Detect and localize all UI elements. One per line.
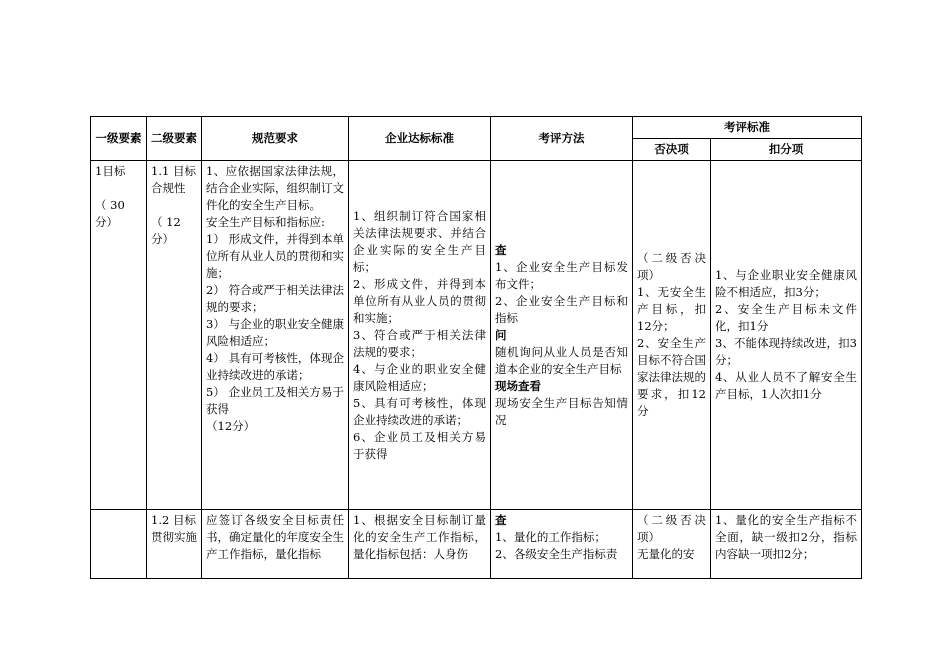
method-check-item: 2、企业安全生产目标和指标 (495, 293, 628, 325)
spec-text: 3） 与企业的职业安全健康风险相适应； (206, 317, 344, 348)
level2-cell (147, 161, 202, 510)
method-ask-title: 问 (495, 327, 507, 342)
method-site-title: 现场查看 (495, 378, 541, 393)
standard-text: 1、根据安全目标制订量化的安全生产工作指标，量化指标包括：人身伤 (353, 513, 486, 561)
level1-cell (91, 510, 147, 579)
header-spec: 规范要求 (202, 117, 349, 161)
level2-name: 1.2 目标贯彻实施 (151, 513, 197, 544)
level2-name: 1.1 目标合规性 (151, 164, 196, 195)
spec-text: 2） 符合或严于相关法律法规的要求； (206, 283, 344, 314)
spec-text: 1、应依据国家法律法规，结合企业实际，组织制订文件化的安全生产目标。 (206, 164, 344, 212)
standard-text: 3、符合或严于相关法律法规的要求； (353, 327, 486, 359)
veto-cell (633, 510, 711, 579)
table-row (91, 161, 862, 510)
spec-cell (202, 510, 349, 579)
header-level2: 二级要素 (147, 117, 202, 161)
method-check-item: 1、企业安全生产目标发布文件； (495, 259, 628, 291)
veto-text: （二级否决项） (637, 251, 706, 282)
spec-cell (202, 161, 349, 510)
standard-cell (349, 161, 491, 510)
header-method: 考评方法 (491, 117, 633, 161)
method-check-item: 2、各级安全生产指标责 (495, 547, 618, 561)
header-standard: 企业达标标准 (349, 117, 491, 161)
standard-cell (349, 510, 491, 579)
header-deduct: 扣分项 (711, 139, 862, 161)
method-site-text: 现场安全生产目标告知情况 (495, 395, 628, 427)
method-check-title: 查 (495, 513, 507, 527)
standard-text: 5、具有可考核性，体现企业持续改进的承诺； (353, 395, 486, 427)
level2-cell (147, 510, 202, 579)
method-check-item: 1、量化的工作指标； (495, 530, 606, 544)
veto-text: 无量化的安 (637, 547, 695, 561)
header-criteria: 考评标准 (633, 117, 862, 139)
method-cell (491, 161, 633, 510)
method-cell (491, 510, 633, 579)
deduct-text: 4、从业人员不了解安全生产目标，1人次扣1分 (715, 370, 857, 401)
level1-score: （ 30 分） (95, 198, 125, 229)
spec-text: （12分） (206, 419, 256, 433)
standard-text: 4、与企业的职业安全健康风险相适应； (353, 361, 486, 393)
deduct-cell (711, 510, 862, 579)
header-veto: 否决项 (633, 139, 711, 161)
spec-text: 应签订各级安全目标责任书，确定量化的年度安全生产工作指标，量化指标 (206, 513, 344, 561)
table-row (91, 510, 862, 579)
spec-text: 4） 具有可考核性，体现企业持续改进的承诺； (206, 351, 344, 382)
level1-name: 1目标 (95, 164, 126, 178)
standard-text: 6、企业员工及相关方易于获得 (353, 429, 486, 461)
deduct-text: 1、与企业职业安全健康风险不相适应，扣3分； (715, 268, 857, 299)
evaluation-standard-table (90, 116, 862, 579)
spec-text: 安全生产目标和指标应: (206, 215, 325, 229)
veto-cell (633, 161, 711, 510)
level1-cell (91, 161, 147, 510)
veto-text: （二级否决项） (637, 513, 706, 544)
spec-text: 5） 企业员工及相关方易于获得 (206, 385, 344, 416)
spec-text: 1） 形成文件，并得到本单位所有从业人员的贯彻和实施； (206, 232, 344, 280)
level2-score: （ 12 分） (151, 215, 181, 246)
deduct-text: 2、安全生产目标未文件化，扣1分 (715, 302, 857, 333)
veto-text: 2、安全生产目标不符合国家法律法规的要求，扣12分 (637, 336, 706, 418)
deduct-text: 1、量化的安全生产指标不全面，缺一级扣2分，指标内容缺一项扣2分； (715, 513, 857, 561)
method-ask-text: 随机询问从业人员是否知道本企业的安全生产目标 (495, 344, 628, 376)
standard-text: 1、组织制订符合国家相关法律法规要求、并结合企业实际的安全生产目标； (353, 208, 486, 274)
veto-text: 1、无安全生产目标，扣12分； (637, 285, 706, 333)
deduct-text: 3、不能体现持续改进，扣3分； (715, 336, 857, 367)
header-level1: 一级要素 (91, 117, 147, 161)
deduct-cell (711, 161, 862, 510)
standard-text: 2、形成文件，并得到本单位所有从业人员的贯彻和实施； (353, 276, 486, 325)
method-check-title: 查 (495, 242, 507, 257)
